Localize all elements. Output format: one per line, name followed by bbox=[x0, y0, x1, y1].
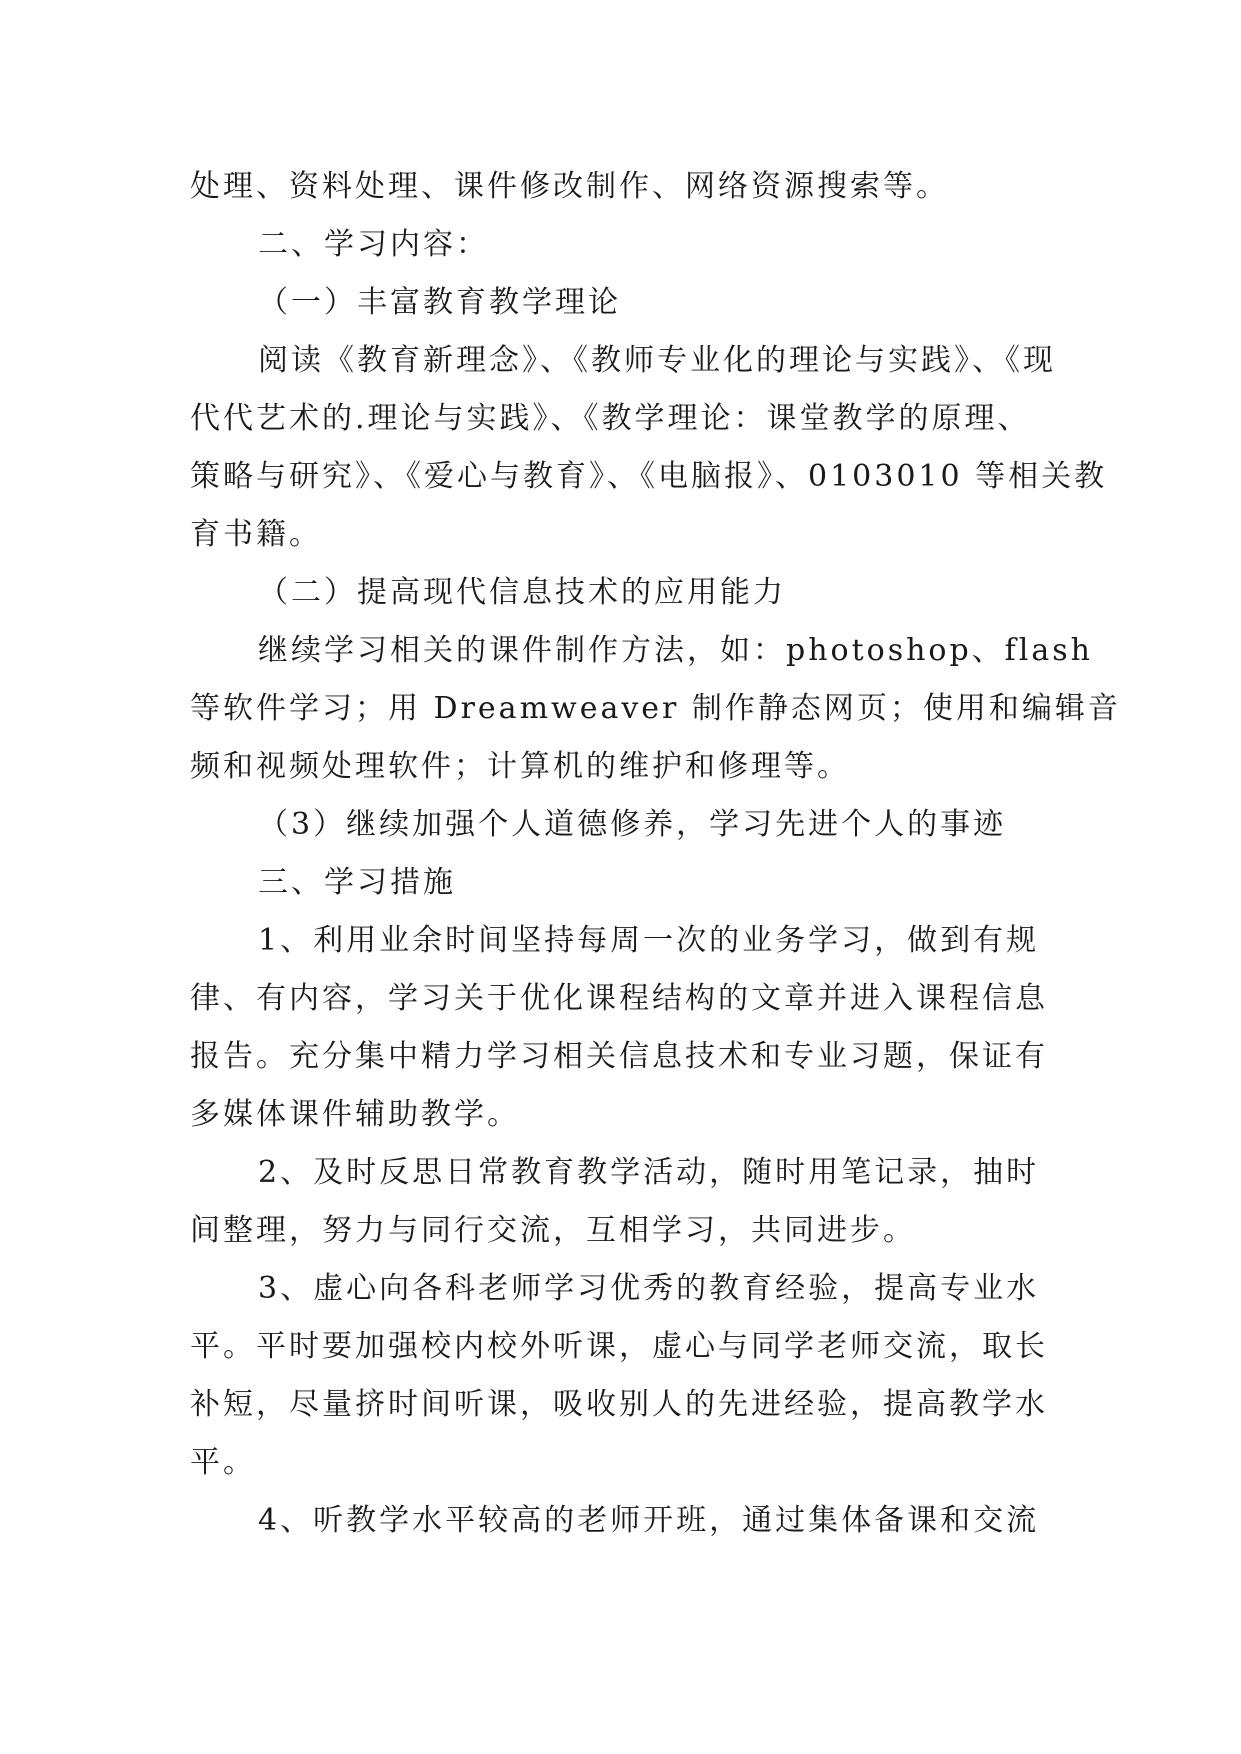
text-line: 报告。充分集中精力学习相关信息技术和专业习题，保证有 bbox=[190, 1039, 1048, 1074]
document-body bbox=[190, 158, 1121, 1550]
section-heading: 二、学习内容： bbox=[258, 227, 489, 262]
text-line: 频和视频处理软件；计算机的维护和修理等。 bbox=[190, 749, 850, 784]
subsection-heading: （一）丰富教育教学理论 bbox=[258, 285, 621, 320]
text-line: 继续学习相关的课件制作方法，如：photoshop、flash bbox=[258, 633, 1093, 668]
text-line: 处理、资料处理、课件修改制作、网络资源搜索等。 bbox=[190, 169, 949, 204]
section-heading: 三、学习措施 bbox=[258, 865, 456, 900]
text-line: 平。 bbox=[190, 1445, 256, 1480]
text-line: 间整理，努力与同行交流，互相学习，共同进步。 bbox=[190, 1213, 916, 1248]
subsection-heading: （3）继续加强个人道德修养，学习先进个人的事迹 bbox=[258, 807, 1007, 842]
text-line: 代代艺术的.理论与实践》、《教学理论：课堂教学的原理、 bbox=[190, 401, 1031, 436]
text-line: 等软件学习；用 Dreamweaver 制作静态网页；使用和编辑音 bbox=[190, 691, 1121, 726]
subsection-heading: （二）提高现代信息技术的应用能力 bbox=[258, 575, 786, 610]
text-line: 平。平时要加强校内校外听课，虚心与同学老师交流，取长 bbox=[190, 1329, 1048, 1364]
text-line: 策略与研究》、《爱心与教育》、《电脑报》、0103010 等相关教 bbox=[190, 459, 1108, 494]
text-line: 阅读《教育新理念》、《教师专业化的理论与实践》、《现 bbox=[258, 343, 1056, 378]
text-line: 育书籍。 bbox=[190, 517, 322, 552]
text-line: 2、及时反思日常教育教学活动，随时用笔记录，抽时 bbox=[258, 1155, 1040, 1190]
text-line: 多媒体课件辅助教学。 bbox=[190, 1097, 520, 1132]
text-line: 补短，尽量挤时间听课，吸收别人的先进经验，提高教学水 bbox=[190, 1387, 1048, 1422]
text-line: 1、利用业余时间坚持每周一次的业务学习，做到有规 bbox=[258, 923, 1040, 958]
text-line: 律、有内容，学习关于优化课程结构的文章并进入课程信息 bbox=[190, 981, 1048, 1016]
text-line: 4、听教学水平较高的老师开班，通过集体备课和交流 bbox=[258, 1503, 1040, 1538]
text-line: 3、虚心向各科老师学习优秀的教育经验，提高专业水 bbox=[258, 1271, 1040, 1306]
